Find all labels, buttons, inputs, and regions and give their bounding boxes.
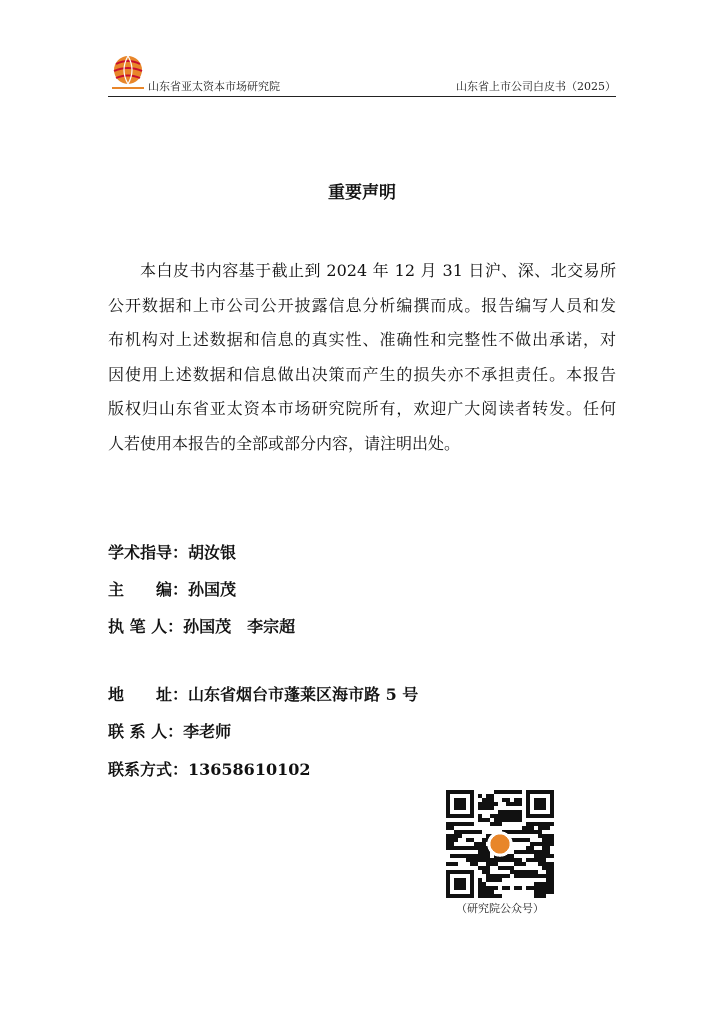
globe-logo-icon [108,52,148,92]
statement-line: 人若使用本报告的全部或部分内容，请注明出处。 [108,433,461,453]
statement-line: 版权归山东省亚太资本市场研究院所有，欢迎广大阅读者转发。任何 [108,399,616,418]
statement-paragraph [108,254,616,461]
phone-label: 联系方式： [108,760,189,779]
phone-row [108,757,310,780]
page-header [108,52,616,94]
statement-line: 本白皮书内容基于截止到 2024 年 12 月 31 日沪、深、北交易所 [140,261,616,280]
contact-person-label: 联 系 人： [108,722,184,741]
statement-line: 布机构对上述数据和信息的真实性、准确性和完整性不做出承诺，对 [108,330,616,349]
editor-row [108,577,236,600]
editor-value: 孙国茂 [188,580,237,599]
writers-value: 孙国茂 李宗超 [183,617,296,636]
writers-label: 执 笔 人： [108,617,184,636]
qr-code-icon [446,790,554,898]
advisor-value: 胡汝银 [188,543,237,562]
statement-line: 公开数据和上市公司公开披露信息分析编撰而成。报告编写人员和发 [108,295,616,315]
address-value: 山东省烟台市蓬莱区海市路 5 号 [188,685,419,704]
page-title: 重要声明 [328,183,396,203]
contact-person-value: 李老师 [183,722,232,741]
address-row [108,682,418,705]
phone-value: 13658610102 [188,760,311,779]
editor-label: 主 编： [108,580,189,599]
address-label: 地 址： [108,685,189,704]
qr-caption: （研究院公众号） [456,902,544,915]
header-divider [108,96,616,97]
header-document-title: 山东省上市公司白皮书（2025） [456,80,616,93]
header-organization: 山东省亚太资本市场研究院 [148,80,280,93]
advisor-row [108,540,236,563]
statement-line: 因使用上述数据和信息做出决策而产生的损失亦不承担责任。本报告 [108,364,616,384]
contact-person-row [108,719,231,742]
advisor-label: 学术指导： [108,543,189,562]
writers-row [108,614,295,637]
